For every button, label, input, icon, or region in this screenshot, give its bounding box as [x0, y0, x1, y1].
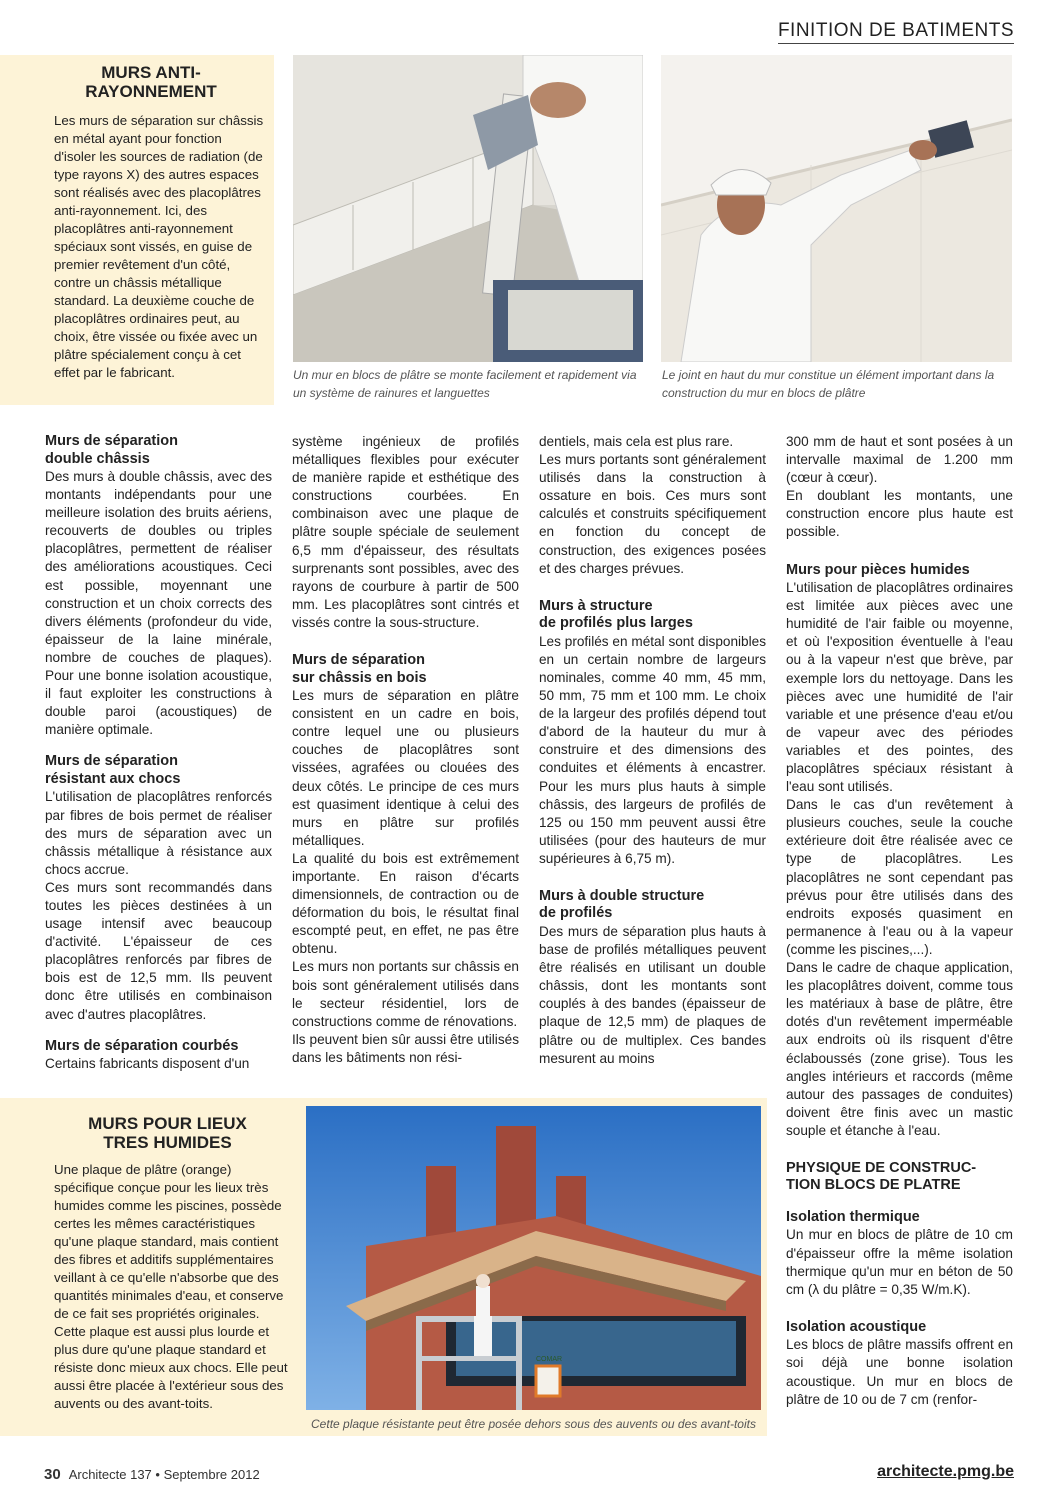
paragraph: Dans le cas d'un revêtement à plusieurs couches, seule la couche extérieure doit être réalisée avec ce type de placoplâtres. Les placoplâtres ne sont cependant pas prévus pour être utilisés dans des endroits exposés quasiment en permanence à l'eau ou à la vapeur (comme les piscines,...).: [786, 797, 1013, 957]
photo-plaster-wall-assembly: [293, 55, 643, 362]
paragraph: La qualité du bois est extrêmement importante. En raison d'écarts dimensionnels, de contraction ou de déformation du bois, le résultat final escompté peut, en effet, ne pas être obtenu.: [292, 850, 519, 957]
box-title-line2: TRES HUMIDES: [103, 1133, 232, 1152]
sidebar-box-lieux-humides: [0, 1098, 295, 1436]
column-3: [539, 433, 766, 1068]
heading-line: de profilés plus larges: [539, 615, 693, 632]
heading-chassis-bois: [292, 652, 519, 687]
heading-physique-construction: [786, 1160, 1013, 1195]
heading-line: sur châssis en bois: [292, 669, 427, 686]
footer-website-link[interactable]: architecte.pmg.be: [877, 1463, 1014, 1480]
paragraph: Les murs portants sont généralement utilisés dans la construction à ossature en bois. Ces murs sont calculés et construits spécifiquement en fonction du concept de construction, des exigences posées et des charges prévues.: [539, 452, 766, 576]
heading-isolation-thermique: Isolation thermique: [786, 1208, 920, 1225]
paragraph: Un mur en blocs de plâtre de 10 cm d'épaisseur offre la même isolation thermique qu'un mur en béton de 50 cm (λ du plâtre = 0,35 W/m.K).: [786, 1227, 1013, 1297]
heading-line: TION BLOCS DE PLATRE: [786, 1177, 961, 1194]
heading-line: PHYSIQUE DE CONSTRUC-: [786, 1159, 977, 1176]
paragraph: L'utilisation de placoplâtres renforcés par fibres de bois permet de réaliser des murs de séparation avec un châssis métallique à résistance aux chocs accrue.: [45, 789, 272, 877]
heading-courbes: Murs de séparation courbés: [45, 1037, 239, 1054]
photo-3-caption: Cette plaque résistante peut être posée dehors sous des auvents ou des avant-toits: [311, 1417, 756, 1431]
paragraph: Ces murs sont recommandés dans toutes les pièces destinées à un usage intensif avec beaucoup d'activité. L'épaisseur de ces placoplâtres renforcés par fibres de bois est de 12,5 mm. Ils peuvent donc être utilisés en combinaison avec d'autres placoplâtres.: [45, 879, 272, 1022]
paragraph: système ingénieux de profilés métalliques flexibles pour exécuter de manière rapide et esthétique des constructions courbées. En combinaison avec une plaque de plâtre souple spéciale de seulement 6,5 mm d'épaisseur, des résultats surprenants sont possibles, avec des rayons de courbure à partir de 500 mm. Les placoplâtres sont cintrés et vissés contre la sous-structure.: [292, 434, 519, 630]
photo-2-illustration: [661, 55, 1012, 362]
heading-isolation-acoustique: Isolation acoustique: [786, 1318, 927, 1335]
box-title-line1: MURS POUR LIEUX: [88, 1114, 247, 1133]
column-4: [786, 433, 1013, 1409]
paragraph: Des murs à double châssis, avec des montants indépendants pour une meilleure isolation des bruits aériens, recouverts de doubles ou triples placoplâtres, permettent de réaliser des améliorations acoustiques. Ceci est possible, moyennant une construction et un choix corrects des divers éléments (profondeur du vide, épaisseur de la laine minérale, nombre de couches de plaques). Pour une bonne isolation acoustique, il faut exploiter les constructions à double paroi (acoustiques) de manière optimale.: [45, 469, 272, 738]
photo-3-illustration: [306, 1106, 761, 1410]
section-header: FINITION DE BATIMENTS: [778, 20, 1014, 44]
heading-line: Murs de séparation: [45, 433, 178, 449]
box-title-line2: RAYONNEMENT: [85, 82, 217, 101]
footer-issue: [44, 1466, 260, 1483]
box-title: [40, 63, 262, 101]
heading-line: Murs de séparation: [292, 652, 425, 669]
paragraph: En doublant les montants, une construction encore plus haute est possible.: [786, 488, 1013, 540]
heading-pieces-humides: Murs pour pièces humides: [786, 561, 970, 578]
paragraph: L'utilisation de placoplâtres ordinaires est limitée aux pièces avec une humidité de l'air faible ou moyenne, et où l'exposition éventuelle à l'eau ou à la vapeur n'est que brève, par exemple lors du nettoyage. Dans les pièces avec une humidité de l'air variable et une présence d'eau et/ou de vapeur avec des périodes variables et des pointes, des placoplâtres spéciaux résistant à l'eau sont utilisés.: [786, 580, 1013, 795]
heading-line: de profilés: [539, 905, 613, 922]
heading-profiles-larges: [539, 598, 766, 633]
heading-double-structure: [539, 888, 766, 923]
heading-line: Murs de séparation: [45, 753, 178, 770]
column-2: [292, 433, 519, 1067]
heading-line: Murs à double structure: [539, 887, 705, 904]
bucket-label: COMAR: [536, 1356, 563, 1363]
photo-1-caption: Un mur en blocs de plâtre se monte facilement et rapidement via un système de rainures et languettes: [293, 368, 637, 400]
paragraph: Les murs de séparation en plâtre consistent en un cadre en bois, contre lequel une ou plusieurs couches de placoplâtres sont vissées, agrafées ou clouées des deux côtés. Le principe de ces murs est quasiment identique à celui des murs en plâtre sur profilés métalliques.: [292, 688, 519, 848]
paragraph: Les profilés en métal sont disponibles en un certain nombre de largeurs nominales, comme 40 mm, 45 mm, 50 mm, 75 mm et 100 mm. Le choix de la largeur des profilés dépend tout d'abord de la hauteur du mur à construire et des dimensions des conduites et éléments à encastrer. Pour les murs plus hauts à simple châssis, des largeurs de profilés de 125 ou 150 mm peuvent aussi être utilisées (pour des hauteurs de mur supérieures à 6,75 m).: [539, 633, 766, 866]
paragraph: 300 mm de haut et sont posées à un intervalle maximal de 1.200 mm (cœur à cœur).: [786, 434, 1013, 486]
box-title: [40, 1114, 295, 1152]
photo-2-caption: Le joint en haut du mur constitue un élément important dans la construction du mur en blocs de plâtre: [662, 368, 995, 400]
page-number: 30: [44, 1466, 61, 1483]
heading-resistant-chocs: [45, 753, 272, 788]
heading-double-chassis: [45, 433, 272, 468]
photo-1-illustration: [293, 55, 643, 362]
paragraph: Ils peuvent bien sûr aussi être utilisés dans les bâtiments non rési-: [292, 1031, 519, 1065]
paragraph: dentiels, mais cela est plus rare.: [539, 434, 734, 449]
issue-info: Architecte 137 • Septembre 2012: [68, 1467, 260, 1482]
photo-outdoor-canopy: [306, 1106, 761, 1410]
paragraph: Certains fabricants disposent d'un: [45, 1056, 250, 1072]
box-text: Les murs de séparation sur châssis en métal ayant pour fonction d'isoler les sources de radiation (de type rayons X) des autres espaces sont réalisés avec des placoplâtres anti-rayonnement. Ici, des placoplâtres anti-rayonnement spéciaux sont vissés, en guise de premier revêtement d'un côté, contre un châssis métallique standard. La deuxième couche de placoplâtres ordinaires peut, au choix, être vissée ou fixée avec un plâtre spécialement conçu à cet effet par le fabricant.: [54, 113, 264, 380]
paragraph: Des murs de séparation plus hauts à base de profilés métalliques peuvent être réalisés en utilisant un double châssis, dont les montants sont couplés à des bandes (épaisseur de plaque de 12,5 mm) de plaques de plâtre ou de multiplex. Ces bandes mesurent au moins: [539, 923, 766, 1066]
paragraph: Dans le cadre de chaque application, les placoplâtres doivent, comme tous les matériaux à base de plâtre, être dotés d'un revêtement imperméable aux endroits où ils risquent d'être éclaboussés (zone grise). Tous les angles intérieurs et raccords (même autour des passages de conduites) doivent être finis avec un mastic souple et étanche à l'eau.: [786, 960, 1013, 1138]
column-1: [45, 433, 272, 1073]
paragraph: Les blocs de plâtre massifs offrent en soi déjà une bonne isolation acoustique. Un mur en blocs de plâtre de 10 ou de 7 cm (renfor-: [786, 1337, 1013, 1407]
paragraph: Les murs non portants sur châssis en bois sont généralement utilisés dans le secteur résidentiel, lors de constructions comme de rénovations.: [292, 959, 519, 1029]
box-text: Une plaque de plâtre (orange) spécifique conçue pour les lieux très humides comme les piscines, possède certes les mêmes caractéristiques qu'une plaque standard, mais contient des fibres et additifs supplémentaires veillant à ce qu'elle n'absorbe que des quantités minimales d'eau, et conserve de ce fait ses propriétés originales. Cette plaque est aussi plus lourde et plus dure qu'une plaque standard et résiste donc mieux aux chocs. Elle peut aussi être placée à l'extérieur sous des auvents ou des avant-toits.: [54, 1162, 288, 1411]
heading-line: double châssis: [45, 450, 150, 467]
heading-line: résistant aux chocs: [45, 770, 181, 787]
photo-ceiling-joint: [661, 55, 1012, 362]
sidebar-box-anti-rayonnement: [0, 55, 274, 405]
box-title-line1: MURS ANTI-: [101, 63, 201, 82]
heading-line: Murs à structure: [539, 597, 653, 614]
